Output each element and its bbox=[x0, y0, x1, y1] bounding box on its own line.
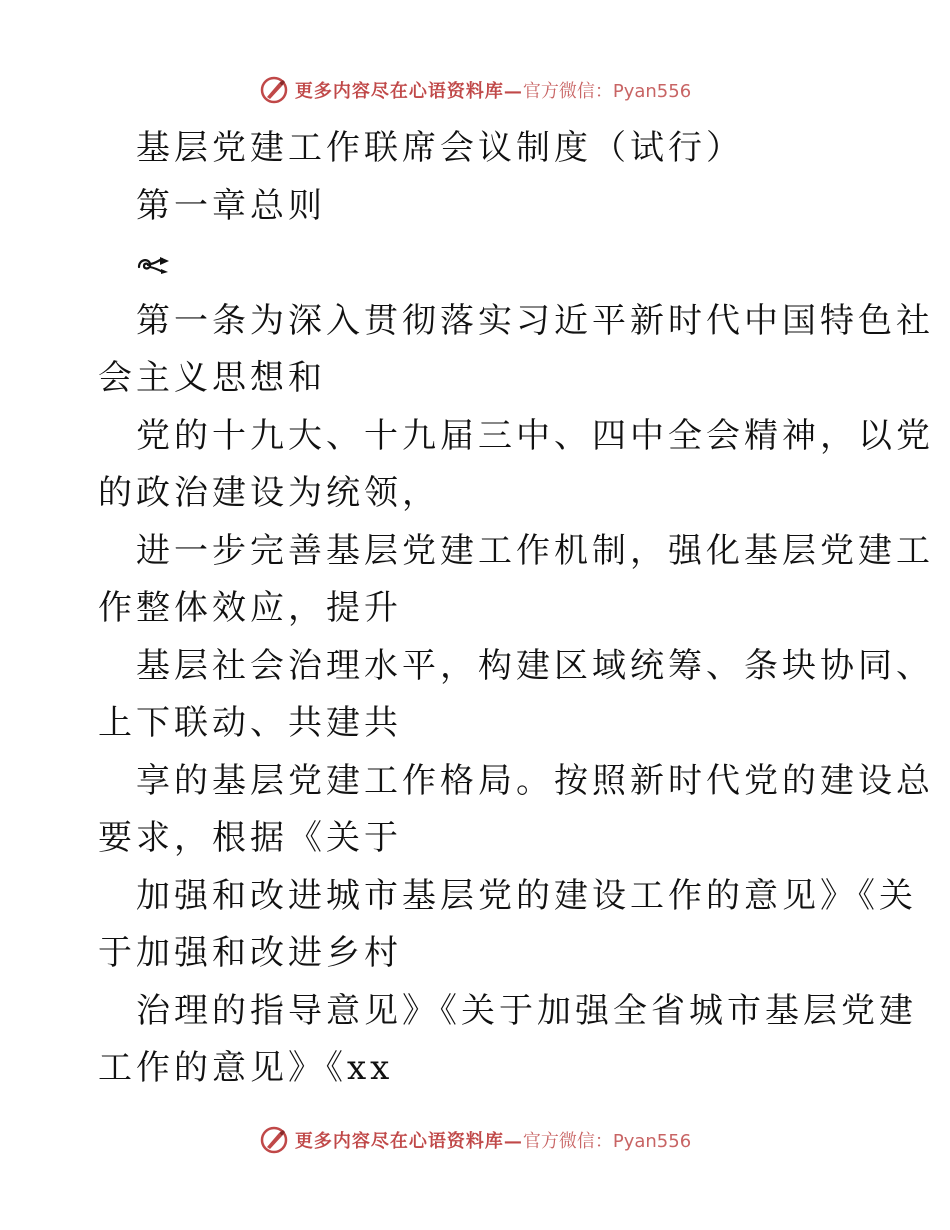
paragraph-line: 党的十九大、十九届三中、四中全会精神，以党 bbox=[136, 415, 934, 456]
document-title: 基层党建工作联席会议制度（试行） bbox=[136, 128, 744, 168]
paragraph-line: 的政治建设为统领， bbox=[98, 473, 440, 513]
fleuron-icon bbox=[136, 253, 172, 275]
pen-seal-icon bbox=[259, 75, 289, 105]
paragraph-line: 基层社会治理水平，构建区域统筹、条块协同、 bbox=[136, 645, 934, 686]
banner-wechat-text: 官方微信：Pyan556 bbox=[522, 81, 692, 102]
paragraph-line: 上下联动、共建共 bbox=[98, 703, 402, 743]
document-body bbox=[98, 120, 934, 1098]
paragraph-line: 于加强和改进乡村 bbox=[98, 933, 402, 973]
paragraph-line: 要求，根据《关于 bbox=[98, 818, 402, 858]
paragraph-line: 第一条为深入贯彻落实习近平新时代中国特色社 bbox=[136, 300, 934, 341]
paragraph-line: 治理的指导意见》《关于加强全省城市基层党建 bbox=[136, 990, 917, 1031]
banner-main-text: 更多内容尽在心语资料库— bbox=[294, 1131, 523, 1152]
paragraph-line: 进一步完善基层党建工作机制，强化基层党建工 bbox=[136, 530, 934, 571]
paragraph-line: 工作的意见》《xx bbox=[98, 1048, 394, 1088]
paragraph-line: 会主义思想和 bbox=[98, 358, 326, 398]
paragraph-line: 享的基层党建工作格局。按照新时代党的建设总 bbox=[136, 760, 934, 801]
ornament-row bbox=[98, 235, 858, 293]
header-banner bbox=[0, 72, 950, 108]
footer-banner bbox=[0, 1122, 950, 1158]
banner-main-text: 更多内容尽在心语资料库— bbox=[294, 81, 523, 102]
banner-wechat-text: 官方微信：Pyan556 bbox=[522, 1131, 692, 1152]
paragraph-line: 作整体效应，提升 bbox=[98, 588, 402, 628]
chapter-heading: 第一章总则 bbox=[136, 185, 326, 226]
paragraph-line: 加强和改进城市基层党的建设工作的意见》《关 bbox=[136, 875, 917, 916]
pen-seal-icon bbox=[259, 1125, 289, 1155]
